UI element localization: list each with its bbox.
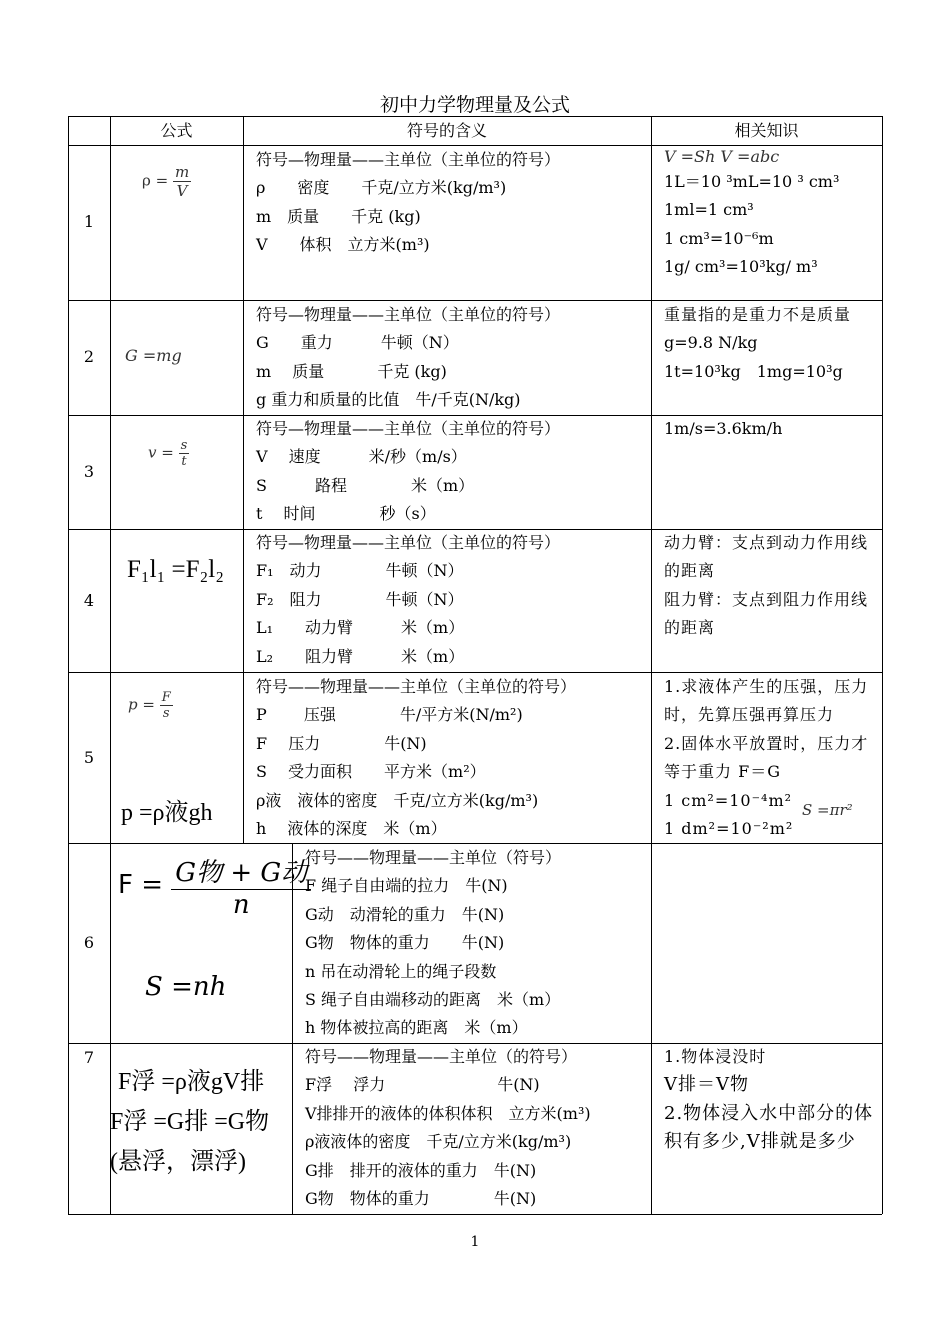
formula-buoyancy: F浮 =ρ液gV排 F浮 =G排 =G物 (悬浮，漂浮): [110, 1069, 270, 1175]
meaning-cell: 符号—物理量——主单位（主单位的符号） ρ 密度 千克/立方米(kg/m³) m 质量 千克 (kg) V 体积 立方米(m³): [256, 150, 561, 255]
formula-velocity: v = $\frac{s}{t}$: [148, 438, 188, 469]
knowledge-cell: V =Sh V =abc 1L＝10 ³mL=10 ³ cm³ 1ml=1 cm³ 1 cm³=10⁻⁶m 1g/ cm³=10³kg/ m³: [664, 147, 840, 277]
formula-pressure: p = $\frac{F}{s}$: [128, 690, 171, 721]
row-number: 5: [83, 748, 95, 767]
header-formula: 公式: [160, 121, 193, 140]
meaning-cell: 符号——物理量——主单位（符号） F 绳子自由端的拉力 牛(N) G动 动滑轮的重力 牛(N) G物 物体的重力 牛(N) n 吊在动滑轮上的绳子段数 S 绳子自由端移动的距离 米（m） h 物体被拉高的距离 米（m）: [305, 848, 562, 1038]
formula-density: ρ = $\frac{m}{V}$: [142, 163, 190, 200]
row-number: 3: [83, 462, 95, 481]
meaning-cell: 符号—物理量——主单位（主单位的符号） V 速度 米/秒（m/s） S 路程 米（m） t 时间 秒（s）: [256, 419, 561, 524]
formula-liquid-pressure: p =ρ液gh: [121, 800, 213, 826]
knowledge-cell: 重量指的是重力不是质量 g=9.8 N/kg 1t=10³kg 1mg=10³g: [664, 305, 852, 381]
row-number: 4: [83, 591, 95, 610]
knowledge-cell: 1.求液体产生的压强，压力时，先算压强再算压力 2.固体水平放置时，压力才等于重力 F＝G 1 cm²=10⁻⁴m² 1 dm²=10⁻²m²: [664, 677, 869, 839]
column-divider: [651, 116, 652, 1214]
header-meaning: 符号的含义: [406, 121, 487, 140]
knowledge-cell: 1m/s=3.6km/h: [664, 419, 783, 438]
formula-gravity: G =mg: [125, 346, 182, 365]
header-knowledge: 相关知识: [734, 121, 799, 140]
meaning-cell: 符号—物理量——主单位（主单位的符号） G 重力 牛顿（N） m 质量 千克 (kg) g 重力和质量的比值 牛/千克(N/kg): [256, 305, 561, 410]
row-number: 7: [83, 1048, 95, 1067]
row-number: 6: [83, 933, 95, 952]
meaning-cell: 符号——物理量——主单位（主单位的符号） P 压强 牛/平方米(N/m²) F 压力 牛(N) S 受力面积 平方米（m²） ρ液 液体的密度 千克/立方米(kg/m³) h 液体的深度 米（m）: [256, 677, 577, 838]
table-border: [882, 116, 883, 1214]
formula-circle-area: S =πr²: [802, 801, 853, 819]
column-divider: [110, 116, 111, 1214]
formula-rope-distance: S =nh: [145, 972, 227, 1002]
knowledge-cell: 动力臂：支点到动力作用线的距离 阻力臂：支点到阻力作用线的距离: [664, 533, 869, 638]
page-number: 1: [470, 1234, 480, 1250]
formula-pulley: F = $\frac{\text{G物 + G动}}{n}$: [118, 852, 311, 920]
knowledge-cell: 1.物体浸没时 V排＝V物 2.物体浸入水中部分的体积有多少,V排就是多少: [664, 1047, 874, 1153]
column-divider: [243, 116, 244, 843]
meaning-cell: 符号—物理量——主单位（主单位的符号） F₁ 动力 牛顿（N） F₂ 阻力 牛顿（N） L₁ 动力臂 米（m） L₂ 阻力臂 米（m）: [256, 533, 561, 666]
row-number: 1: [83, 212, 95, 231]
row-number: 2: [83, 347, 95, 366]
page-title: 初中力学物理量及公式: [379, 94, 570, 116]
meaning-cell: 符号——物理量——主单位（的符号） F浮 浮力 牛(N) V排排开的液体的体积体积 立方米(m³) ρ液液体的密度 千克/立方米(kg/m³) G排 排开的液体的重力 牛(N) G物 物体的重力 牛(N): [305, 1047, 591, 1208]
table-border: [68, 1214, 882, 1215]
formula-lever: F₁l₁ =F₂l₂: [127, 556, 224, 583]
